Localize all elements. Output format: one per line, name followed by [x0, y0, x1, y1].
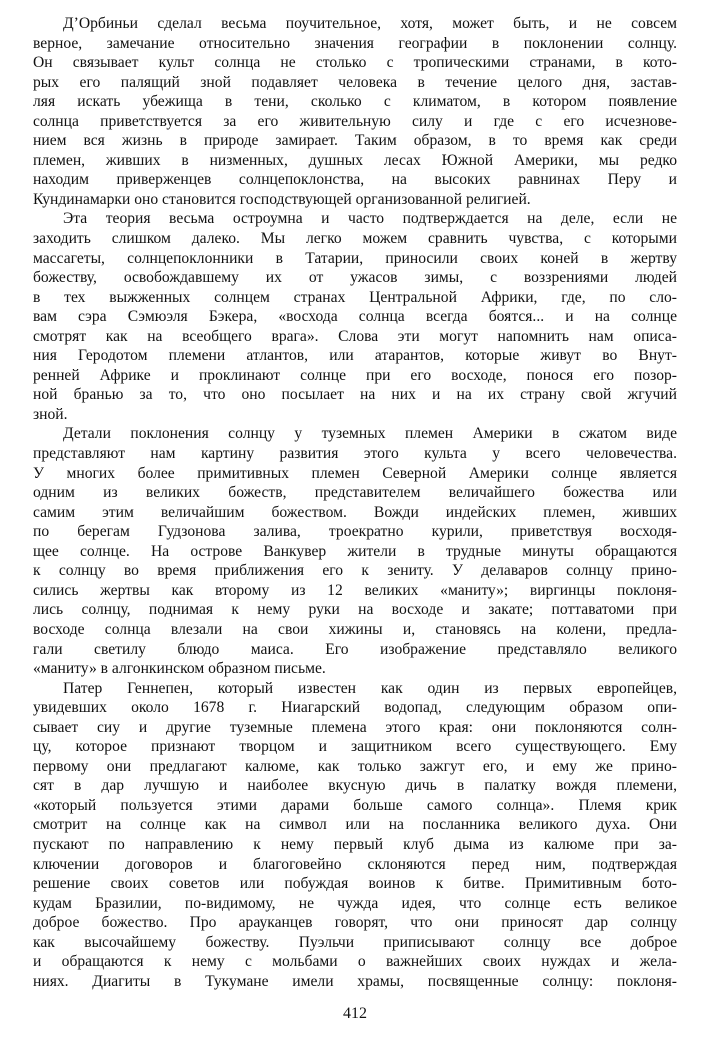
text-line: «маниту» в алгонкинском образном письме. [33, 660, 326, 678]
text-line: по берегам Гудзонова залива, троекратно курили, приветствуя восходя- [33, 523, 677, 541]
paragraph [33, 424, 677, 678]
text-line: вам сэра Сэмюэля Бэкера, «восхода солнца всегда боятся... и на солнце [33, 308, 677, 326]
text-line: увидевших около 1678 г. Ниагарский водопад, следующим образом опи- [33, 699, 677, 717]
book-page [33, 14, 677, 1034]
text-line: сят в дар лучшую и наиболее вкусную дичь в палатку вождя племени, [33, 777, 677, 795]
text-line: «который пользуется этими дарами больше самого солнца». Племя крик [33, 796, 677, 814]
text-line: Патер Геннепен, который известен как один из первых европейцев, [63, 679, 677, 697]
text-line: самим этим величайшим божеством. Вожди индейских племен, живших [33, 503, 677, 521]
text-line: ренней Африке и проклинают солнце при его восходе, понося его позор- [33, 366, 677, 384]
text-line: сывает сиу и другие туземные племена этого края: они поклоняются солн- [33, 718, 677, 736]
text-line: ключении договоров и благоговейно склоняются перед ним, подтверждая [33, 855, 677, 873]
text-line: доброе божество. Про арауканцев говорят, что они приносят дар солнцу [33, 914, 677, 932]
text-line: щее солнце. На острове Ванкувер жители в трудные минуты обращаются [33, 542, 677, 560]
text-line: Эта теория весьма остроумна и часто подтверждается на деле, если не [63, 210, 677, 228]
text-line: заходить слишком далеко. Мы легко можем сравнить чувства, с которыми [33, 230, 677, 248]
text-line: в тех выжженных солнцем странах Центральной Африки, где, по сло- [33, 288, 677, 306]
text-line: солнца приветствуется за его живительную силу и где с его исчезнове- [33, 112, 677, 130]
paragraph [33, 14, 677, 209]
text-line: Детали поклонения солнцу у туземных племен Америки в сжатом виде [63, 425, 677, 443]
text-line: божеству, освобождавшему их от ужасов зимы, с воззрениями людей [33, 269, 677, 287]
text-line: смотрят как на всеобщего врага». Слова эти могут напомнить нам описа- [33, 327, 677, 345]
text-line: смотрит на солнце как на символ или на посланника великого духа. Они [33, 816, 677, 834]
text-line: пускают по направлению к нему первый клуб дыма из калюме при за- [33, 835, 677, 853]
text-line: первому они предлагают калюме, как только зажгут его, и ему же прино- [33, 757, 677, 775]
text-line: как высочайшему божеству. Пуэльчи приписывают солнцу все доброе [33, 933, 677, 951]
text-line: племен, живших в низменных, душных лесах Южной Америки, мы редко [33, 151, 677, 169]
text-line: ния Геродотом племени атлантов, или атарантов, которые живут во Внут- [33, 347, 677, 365]
text-line: и обращаются к нему с мольбами о важнейших своих нуждах и жела- [33, 953, 677, 971]
text-line: ляя искать убежища в тени, сколько с климатом, в котором появление [33, 93, 677, 111]
text-line: решение своих советов или побуждая воинов к битве. Примитивным бото- [33, 875, 677, 893]
text-line: Он связывает культ солнца не столько с тропическими странами, в кото- [33, 54, 677, 72]
text-line: ной бранью за то, что оно посылает на них и на их страну свой жгучий [33, 386, 677, 404]
text-line: Кундинамарки оно становится господствующей организованной религией. [33, 190, 531, 208]
text-line: одним из великих божеств, представителем величайшего божества или [33, 484, 677, 502]
text-line: представляют нам картину развития этого культа у всего человечества. [33, 445, 677, 463]
paragraph [33, 209, 677, 424]
text-line: нием вся жизнь в природе замирает. Таким образом, в то время как среди [33, 132, 677, 150]
text-line: кудам Бразилии, по-видимому, не чужда идея, что солнце есть великое [33, 894, 677, 912]
text-line: У многих более примитивных племен Северной Америки солнце является [33, 464, 677, 482]
text-line: зной. [33, 405, 68, 423]
text-line: цу, которое признают творцом и защитником всего существующего. Ему [33, 738, 677, 756]
text-line: верное, замечание относительно значения географии в поклонении солнцу. [33, 34, 677, 52]
text-line: гали светилу блюдо маиса. Его изображение представляло великого [33, 640, 677, 658]
page-number: 412 [343, 1005, 367, 1022]
text-line: восходе солнца влезали на свои хижины и, становясь на колени, предла- [33, 620, 677, 638]
text-line: к солнцу во время приближения его к зениту. У делаваров солнцу прино- [33, 562, 677, 580]
text-line: находим приверженцев солнцепоклонства, на высоких равнинах Перу и [33, 171, 677, 189]
text-line: Д’Орбиньи сделал весьма поучительное, хотя, может быть, и не совсем [63, 15, 677, 32]
page-body-text [33, 14, 677, 991]
text-line: массагеты, солнцепоклонники в Татарии, приносили своих коней в жертву [33, 249, 677, 267]
text-line: рых его палящий зной подавляет человека в течение целого дня, застав- [33, 73, 677, 91]
text-line: сились жертвы как второму из 12 великих «маниту»; виргинцы поклоня- [33, 581, 677, 599]
text-line: лись солнцу, поднимая к нему руки на восходе и закате; поттаватоми при [33, 601, 677, 619]
paragraph [33, 679, 677, 992]
text-line: ниях. Диагиты в Тукумане имели храмы, посвященные солнцу: поклоня- [33, 972, 677, 990]
